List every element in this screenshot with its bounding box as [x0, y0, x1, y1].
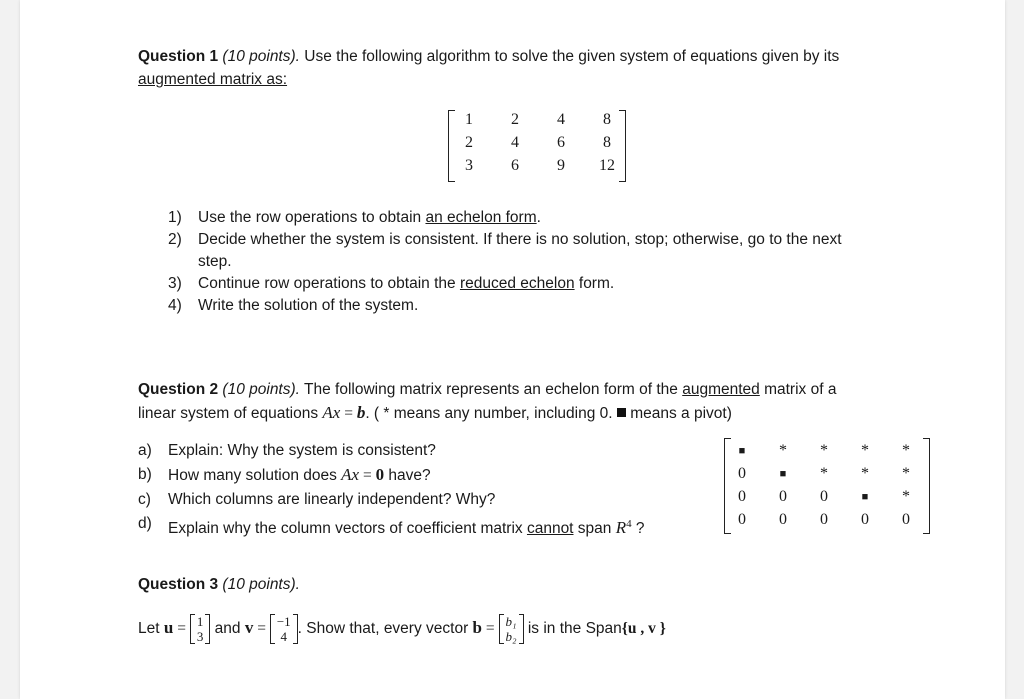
q2-matrix-cell-3-2: 0: [820, 511, 828, 528]
question-1-points: (10 points).: [222, 48, 300, 65]
question-1-text-2: augmented matrix as:: [138, 71, 288, 88]
q1-matrix-cell-1-3: 8: [603, 134, 611, 151]
q2-matrix-cell-1-2: *: [820, 465, 828, 482]
question-2-matrix: [724, 438, 930, 534]
question-3: [138, 573, 300, 596]
q2-matrix-cell-2-1: 0: [779, 488, 787, 505]
q2-matrix-cell-1-3: *: [861, 465, 869, 482]
q1-matrix-cell-2-3: 12: [599, 157, 615, 174]
part-b: b) How many solution does Ax = 0 have?: [138, 465, 431, 484]
step-2: 2) Decide whether the system is consistent. If there is no solution, stop; otherwise, go to the next: [168, 231, 842, 248]
question-2-parts: [138, 439, 645, 541]
q2-matrix-cell-0-2: *: [820, 442, 828, 459]
step-3: 3) Continue row operations to obtain the reduced echelon form.: [168, 275, 615, 292]
question-2-points: (10 points).: [222, 381, 300, 398]
q1-matrix-cell-2-1: 6: [511, 157, 519, 174]
q2-matrix-cell-1-1: ■: [779, 468, 787, 480]
vector-u: 1 3: [190, 614, 211, 644]
document-page: [20, 0, 1005, 699]
question-1-text: Use the following algorithm to solve the given system of equations given by its: [304, 48, 840, 65]
step-4: 4) Write the solution of the system.: [168, 297, 419, 314]
question-1-steps: [168, 207, 842, 317]
question-1-matrix: [448, 110, 626, 182]
q2-matrix-cell-0-4: *: [902, 442, 910, 459]
q2-matrix-cell-0-0: ■: [738, 445, 746, 457]
q2-matrix-cell-3-1: 0: [779, 511, 787, 528]
step-1: 1) Use the row operations to obtain an echelon form.: [168, 209, 541, 226]
question-3-body: Let u = 1 3 and v = −1 4 . Show that, every vector b = b₁ b₂ is in the Span{u , v }: [138, 613, 666, 644]
q1-matrix-cell-2-2: 9: [557, 157, 565, 174]
question-2: Question 2 (10 points). The following matrix represents an echelon form of the augmented matrix of a linear system of equations Ax = b. ( * means any number, including 0. means a pivot): [138, 381, 837, 422]
q2-matrix-cell-1-0: 0: [738, 465, 746, 482]
question-1-label: Question 1: [138, 48, 219, 65]
vector-v: −1 4: [270, 614, 298, 644]
q1-matrix-cell-0-2: 4: [557, 111, 565, 128]
q1-matrix-cell-0-1: 2: [511, 111, 519, 128]
q1-matrix-cell-0-3: 8: [603, 111, 611, 128]
q2-matrix-cell-2-0: 0: [738, 488, 746, 505]
q2-matrix-cell-2-3: ■: [861, 491, 869, 503]
q2-matrix-cell-3-4: 0: [902, 511, 910, 528]
q1-matrix-cell-2-0: 3: [465, 157, 473, 174]
q1-matrix-cell-1-1: 4: [511, 134, 519, 151]
q2-matrix-cell-2-2: 0: [820, 488, 828, 505]
q2-matrix-cell-3-0: 0: [738, 511, 746, 528]
question-3-label: Question 3: [138, 576, 219, 593]
q2-matrix-cell-0-1: *: [779, 442, 787, 459]
q1-matrix-cell-0-0: 1: [465, 111, 473, 128]
q2-matrix-cell-1-4: *: [902, 465, 910, 482]
part-d: d) Explain why the column vectors of coefficient matrix cannot span $R^4$ ?: [138, 515, 645, 538]
pivot-square-icon: [617, 408, 626, 417]
q1-matrix-cell-1-0: 2: [465, 134, 473, 151]
q2-matrix-cell-2-4: *: [902, 488, 910, 505]
part-c: c) Which columns are linearly independent? Why?: [138, 491, 496, 508]
q1-matrix-cell-1-2: 6: [557, 134, 565, 151]
part-a: a) Explain: Why the system is consistent?: [138, 442, 436, 459]
question-1: [138, 45, 839, 91]
vector-b: b₁ b₂: [499, 614, 524, 644]
step-2-cont: step.: [198, 253, 232, 270]
q2-matrix-cell-0-3: *: [861, 442, 869, 459]
q2-matrix-cell-3-3: 0: [861, 511, 869, 528]
question-2-label: Question 2: [138, 381, 219, 398]
question-3-points: (10 points).: [222, 576, 300, 593]
